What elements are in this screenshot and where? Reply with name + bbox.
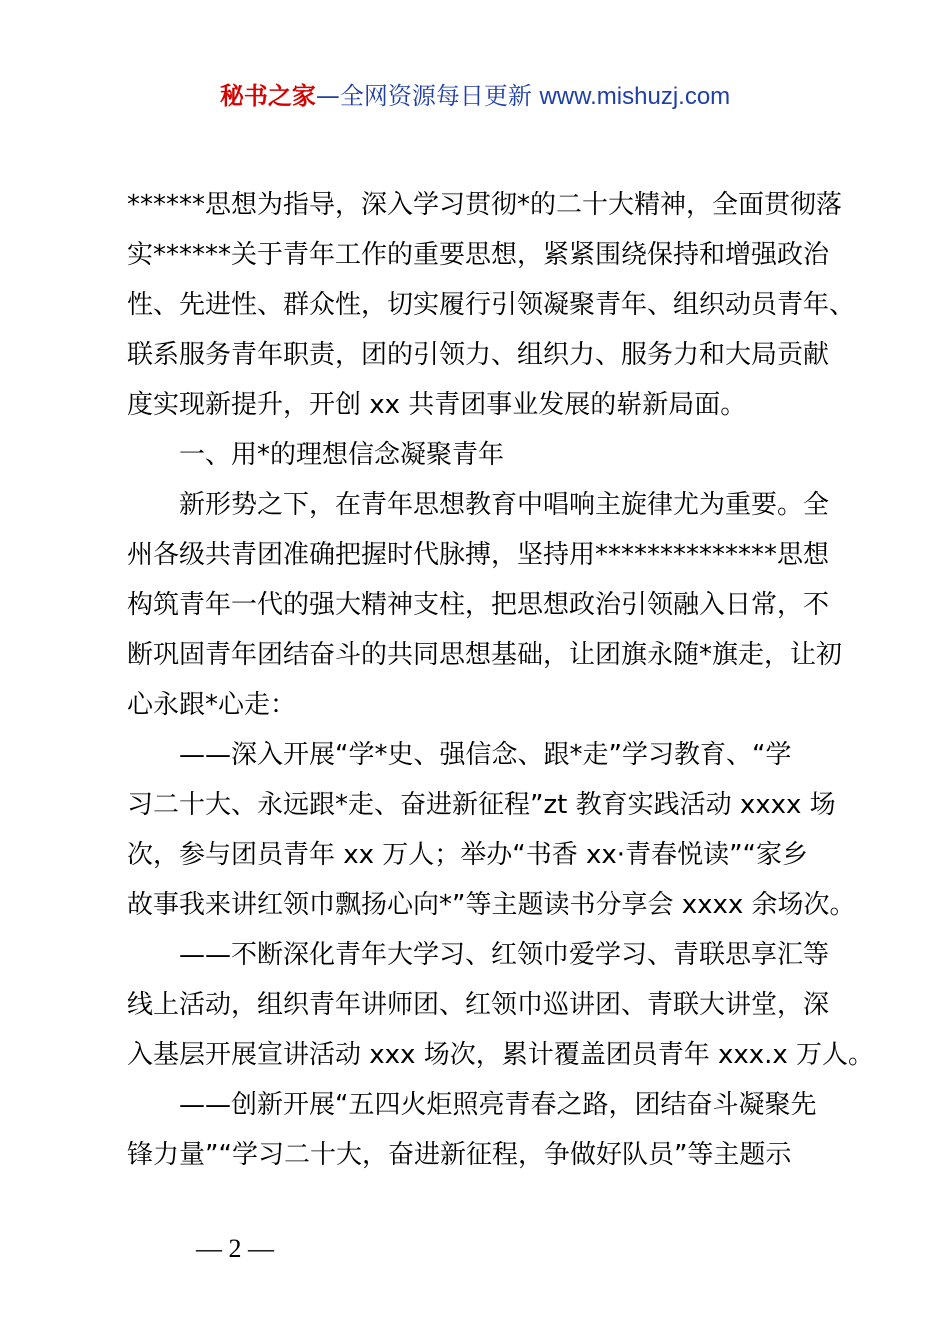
- paragraph-line: 构筑青年一代的强大精神支柱，把思想政治引领融入日常，不: [127, 590, 830, 620]
- section-heading: 一、用*的理想信念凝聚青年: [179, 440, 505, 470]
- site-tagline: —全网资源每日更新: [315, 82, 532, 110]
- site-brand: 秘书之家: [219, 82, 316, 110]
- paragraph-line: 习二十大、永远跟*走、奋进新征程”zt 教育实践活动 xxxx 场: [127, 790, 836, 820]
- bullet-paragraph-line: ——创新开展“五四火炬照亮青春之路，团结奋斗凝聚先: [179, 1090, 817, 1120]
- paragraph-line: 次，参与团员青年 xx 万人；举办“书香 xx·青春悦读”“家乡: [127, 840, 809, 870]
- bullet-paragraph-line: ——不断深化青年大学习、红领巾爱学习、青联思享汇等: [179, 940, 830, 970]
- site-header: [0, 80, 950, 113]
- paragraph-line: 入基层开展宣讲活动 xxx 场次，累计覆盖团员青年 xxx.x 万人。: [127, 1040, 875, 1070]
- paragraph-line: 断巩固青年团结奋斗的共同思想基础，让团旗永随*旗走，让初: [127, 640, 843, 670]
- paragraph-line: ******思想为指导，深入学习贯彻*的二十大精神，全面贯彻落: [127, 190, 843, 220]
- paragraph-line: 州各级共青团准确把握时代脉搏，坚持用**************思想: [127, 540, 830, 570]
- document-body: [127, 180, 875, 1180]
- site-url-link[interactable]: www.mishuzj.com: [539, 83, 731, 110]
- paragraph-line: 故事我来讲红领巾飘扬心向*”等主题读书分享会 xxxx 余场次。: [127, 890, 856, 920]
- paragraph-line: 实******关于青年工作的重要思想，紧紧围绕保持和增强政治: [127, 240, 830, 270]
- page-number: — 2 —: [196, 1234, 274, 1263]
- paragraph-line: 锋力量”“学习二十大，奋进新征程，争做好队员”等主题示: [127, 1140, 792, 1170]
- paragraph-line: 新形势之下，在青年思想教育中唱响主旋律尤为重要。全: [179, 490, 830, 520]
- paragraph-line: 联系服务青年职责，团的引领力、组织力、服务力和大局贡献: [127, 340, 830, 370]
- paragraph-line: 度实现新提升，开创 xx 共青团事业发展的崭新局面。: [127, 390, 747, 420]
- paragraph-line: 性、先进性、群众性，切实履行引领凝聚青年、组织动员青年、: [127, 290, 856, 320]
- bullet-paragraph-line: ——深入开展“学*史、强信念、跟*走”学习教育、“学: [179, 740, 792, 770]
- paragraph-line: 线上活动，组织青年讲师团、红领巾巡讲团、青联大讲堂，深: [127, 990, 830, 1020]
- paragraph-line: 心永跟*心走：: [127, 690, 297, 720]
